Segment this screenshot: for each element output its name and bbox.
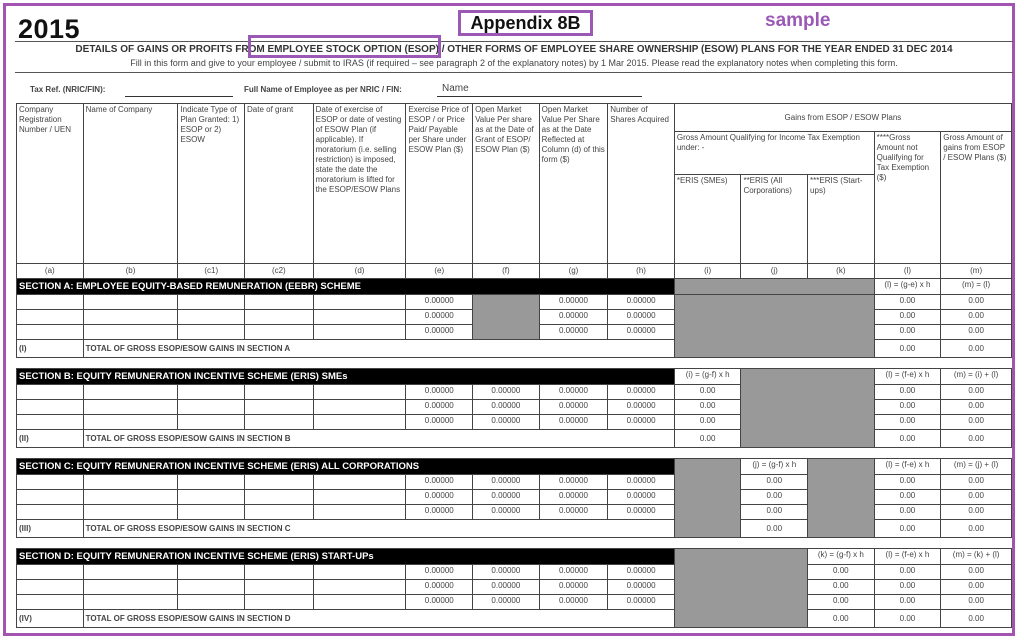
cell-g[interactable]: 0.00000 bbox=[539, 385, 608, 400]
col-label: (a) bbox=[17, 264, 84, 279]
cell-m: 0.00 bbox=[941, 400, 1012, 415]
cell-l: 0.00 bbox=[874, 475, 941, 490]
col-header-d: Date of exercise of ESOP or date of vesting of ESOW Plan (if applicable). If moratorium (i.e. selling restriction) is imposed, state the date the moratorium is lifted for the ESOP/ESOW Plans bbox=[313, 104, 406, 264]
section-d-header bbox=[17, 549, 1012, 565]
cell-j: 0.00 bbox=[741, 475, 808, 490]
table-row bbox=[17, 595, 1012, 610]
cell-d[interactable] bbox=[313, 385, 406, 400]
formula-i: (i) = (g-f) x h bbox=[674, 369, 741, 385]
cell-c1[interactable] bbox=[178, 595, 245, 610]
form-instruction: Fill in this form and give to your employee / submit to IRAS (if required – see paragraph 2 of the explanatory notes) by 1 Mar 2015. Please read the explanatory notes when completing this form. bbox=[130, 58, 898, 68]
formula-l: (l) = (f-e) x h bbox=[874, 549, 941, 565]
form-year: 2015 bbox=[18, 14, 81, 44]
cell-c2[interactable] bbox=[245, 415, 314, 430]
cell-h[interactable]: 0.00000 bbox=[608, 415, 675, 430]
table-row bbox=[17, 565, 1012, 580]
col-label: (c2) bbox=[245, 264, 314, 279]
cell-c2[interactable] bbox=[245, 565, 314, 580]
tax-ref-label: Tax Ref. (NRIC/FIN): bbox=[30, 85, 106, 94]
cell-d[interactable] bbox=[313, 490, 406, 505]
col-label: (d) bbox=[313, 264, 406, 279]
cell-m: 0.00 bbox=[941, 385, 1012, 400]
cell-c1[interactable] bbox=[178, 580, 245, 595]
col-header-h: Number of Shares Acquired bbox=[608, 104, 675, 264]
cell-b[interactable] bbox=[83, 505, 178, 520]
cell-l: 0.00 bbox=[874, 400, 941, 415]
cell-j: 0.00 bbox=[741, 505, 808, 520]
total-roman: (I) bbox=[17, 340, 84, 358]
cell-f[interactable]: 0.00000 bbox=[473, 385, 540, 400]
cell-c2[interactable] bbox=[245, 400, 314, 415]
cell-c2[interactable] bbox=[245, 490, 314, 505]
cell-g[interactable]: 0.00000 bbox=[539, 415, 608, 430]
cell-a[interactable] bbox=[17, 415, 84, 430]
total-roman: (II) bbox=[17, 430, 84, 448]
cell-b[interactable] bbox=[83, 295, 178, 310]
col-label: (g) bbox=[539, 264, 608, 279]
total-m: 0.00 bbox=[941, 610, 1012, 628]
cell-h[interactable]: 0.00000 bbox=[608, 385, 675, 400]
cell-d[interactable] bbox=[313, 295, 406, 310]
cell-h[interactable]: 0.00000 bbox=[608, 475, 675, 490]
appendix-title: Appendix 8B bbox=[458, 10, 593, 36]
cell-k: 0.00 bbox=[808, 595, 875, 610]
total-l: 0.00 bbox=[874, 520, 941, 538]
cell-d[interactable] bbox=[313, 475, 406, 490]
cell-d[interactable] bbox=[313, 325, 406, 340]
cell-i: 0.00 bbox=[674, 385, 741, 400]
cell-b[interactable] bbox=[83, 565, 178, 580]
cell-d[interactable] bbox=[313, 310, 406, 325]
col-label: (h) bbox=[608, 264, 675, 279]
cell-h[interactable]: 0.00000 bbox=[608, 400, 675, 415]
cell-b[interactable] bbox=[83, 415, 178, 430]
total-label: TOTAL OF GROSS ESOP/ESOW GAINS IN SECTION C bbox=[83, 520, 674, 538]
formula-m: (m) = (j) + (l) bbox=[941, 459, 1012, 475]
cell-c1[interactable] bbox=[178, 415, 245, 430]
cell-c1[interactable] bbox=[178, 400, 245, 415]
cell-l: 0.00 bbox=[874, 415, 941, 430]
cell-l: 0.00 bbox=[874, 310, 941, 325]
cell-f[interactable]: 0.00000 bbox=[473, 475, 540, 490]
cell-c2[interactable] bbox=[245, 475, 314, 490]
col-label: (i) bbox=[674, 264, 741, 279]
total-j: 0.00 bbox=[741, 520, 808, 538]
total-l: 0.00 bbox=[874, 430, 941, 448]
total-m: 0.00 bbox=[941, 520, 1012, 538]
cell-a[interactable] bbox=[17, 325, 84, 340]
section-c-header bbox=[17, 459, 1012, 475]
cell-a[interactable] bbox=[17, 385, 84, 400]
gains-group-header: Gains from ESOP / ESOW Plans bbox=[674, 104, 1011, 132]
cell-b[interactable] bbox=[83, 595, 178, 610]
total-label: TOTAL OF GROSS ESOP/ESOW GAINS IN SECTION D bbox=[83, 610, 674, 628]
cell-d[interactable] bbox=[313, 595, 406, 610]
cell-e[interactable]: 0.00000 bbox=[406, 475, 473, 490]
cell-b[interactable] bbox=[83, 580, 178, 595]
cell-l: 0.00 bbox=[874, 490, 941, 505]
form-title: DETAILS OF GAINS OR PROFITS FROM EMPLOYEE STOCK OPTION (ESOP) / OTHER FORMS OF EMPLOYEE SHARE OWNERSHIP (ESOW) PLANS FOR THE YEAR ENDED 31 DEC 2014 bbox=[75, 44, 953, 55]
cell-h[interactable]: 0.00000 bbox=[608, 595, 675, 610]
total-label: TOTAL OF GROSS ESOP/ESOW GAINS IN SECTION B bbox=[83, 430, 674, 448]
cell-c1[interactable] bbox=[178, 325, 245, 340]
cell-e[interactable]: 0.00000 bbox=[406, 385, 473, 400]
formula-m: (m) = (k) + (l) bbox=[941, 549, 1012, 565]
cell-d[interactable] bbox=[313, 505, 406, 520]
section-a-title: SECTION A: EMPLOYEE EQUITY-BASED REMUNERATION (EEBR) SCHEME bbox=[17, 279, 675, 295]
cell-b[interactable] bbox=[83, 385, 178, 400]
cell-c2[interactable] bbox=[245, 580, 314, 595]
cell-m: 0.00 bbox=[941, 310, 1012, 325]
cell-b[interactable] bbox=[83, 490, 178, 505]
tax-ref-field[interactable] bbox=[125, 96, 233, 97]
cell-m: 0.00 bbox=[941, 580, 1012, 595]
cell-e[interactable]: 0.00000 bbox=[406, 415, 473, 430]
cell-g[interactable]: 0.00000 bbox=[539, 565, 608, 580]
cell-g[interactable]: 0.00000 bbox=[539, 580, 608, 595]
cell-a[interactable] bbox=[17, 295, 84, 310]
col-header-a: Company Registration Number / UEN bbox=[17, 104, 84, 264]
cell-b[interactable] bbox=[83, 325, 178, 340]
cell-h[interactable]: 0.00000 bbox=[608, 310, 675, 325]
cell-a[interactable] bbox=[17, 475, 84, 490]
cell-f[interactable]: 0.00000 bbox=[473, 580, 540, 595]
cell-g[interactable]: 0.00000 bbox=[539, 295, 608, 310]
cell-g[interactable]: 0.00000 bbox=[539, 310, 608, 325]
col-header-e: Exercise Price of ESOP / or Price Paid/ Payable per Share under ESOW Plan ($) bbox=[406, 104, 473, 264]
cell-f[interactable]: 0.00000 bbox=[473, 595, 540, 610]
cell-d[interactable] bbox=[313, 565, 406, 580]
col-header-c2: Date of grant bbox=[245, 104, 314, 264]
col-header-f: Open Market Value Per share as at the Date of Grant of ESOP/ ESOW Plan ($) bbox=[473, 104, 540, 264]
formula-k: (k) = (g-f) x h bbox=[808, 549, 875, 565]
section-d-total-row bbox=[17, 610, 1012, 628]
cell-f[interactable]: 0.00000 bbox=[473, 490, 540, 505]
cell-h[interactable]: 0.00000 bbox=[608, 580, 675, 595]
total-l: 0.00 bbox=[874, 610, 941, 628]
col-label: (k) bbox=[808, 264, 875, 279]
cell-m: 0.00 bbox=[941, 325, 1012, 340]
cell-g[interactable]: 0.00000 bbox=[539, 595, 608, 610]
col-label: (e) bbox=[406, 264, 473, 279]
col-header-b: Name of Company bbox=[83, 104, 178, 264]
cell-c1[interactable] bbox=[178, 565, 245, 580]
cell-a[interactable] bbox=[17, 505, 84, 520]
total-roman: (IV) bbox=[17, 610, 84, 628]
cell-a[interactable] bbox=[17, 310, 84, 325]
section-b-header bbox=[17, 369, 1012, 385]
exempt-group-header: Gross Amount Qualifying for Income Tax Exemption under: - bbox=[674, 132, 874, 175]
formula-l: (l) = (f-e) x h bbox=[874, 369, 941, 385]
cell-g[interactable]: 0.00000 bbox=[539, 490, 608, 505]
total-m: 0.00 bbox=[941, 430, 1012, 448]
full-name-underline bbox=[437, 96, 642, 97]
form-title-box bbox=[15, 41, 1013, 73]
table-row bbox=[17, 295, 1012, 310]
cell-e[interactable]: 0.00000 bbox=[406, 565, 473, 580]
cell-f[interactable]: 0.00000 bbox=[473, 415, 540, 430]
cell-i: 0.00 bbox=[674, 415, 741, 430]
total-m: 0.00 bbox=[941, 340, 1012, 358]
cell-c1[interactable] bbox=[178, 385, 245, 400]
cell-f[interactable]: 0.00000 bbox=[473, 400, 540, 415]
cell-e[interactable]: 0.00000 bbox=[406, 310, 473, 325]
cell-b[interactable] bbox=[83, 310, 178, 325]
col-label: (b) bbox=[83, 264, 178, 279]
cell-l: 0.00 bbox=[874, 595, 941, 610]
cell-b[interactable] bbox=[83, 400, 178, 415]
col-header-l: ****Gross Amount not Qualifying for Tax Exemption ($) bbox=[874, 132, 941, 264]
cell-c2[interactable] bbox=[245, 385, 314, 400]
cell-l: 0.00 bbox=[874, 565, 941, 580]
cell-c2[interactable] bbox=[245, 595, 314, 610]
cell-h[interactable]: 0.00000 bbox=[608, 565, 675, 580]
col-header-c1: Indicate Type of Plan Granted: 1) ESOP or 2) ESOW bbox=[178, 104, 245, 264]
cell-c1[interactable] bbox=[178, 310, 245, 325]
cell-c1[interactable] bbox=[178, 295, 245, 310]
cell-a[interactable] bbox=[17, 400, 84, 415]
cell-c2[interactable] bbox=[245, 325, 314, 340]
section-a-header bbox=[17, 279, 1012, 295]
col-label: (j) bbox=[741, 264, 808, 279]
cell-l: 0.00 bbox=[874, 580, 941, 595]
cell-k: 0.00 bbox=[808, 580, 875, 595]
cell-c2[interactable] bbox=[245, 295, 314, 310]
cell-l: 0.00 bbox=[874, 385, 941, 400]
total-l: 0.00 bbox=[874, 340, 941, 358]
cell-m: 0.00 bbox=[941, 295, 1012, 310]
cell-j: 0.00 bbox=[741, 490, 808, 505]
cell-c2[interactable] bbox=[245, 505, 314, 520]
table-row bbox=[17, 580, 1012, 595]
cell-c1[interactable] bbox=[178, 490, 245, 505]
cell-d[interactable] bbox=[313, 400, 406, 415]
esop-table bbox=[16, 103, 1012, 628]
cell-e[interactable]: 0.00000 bbox=[406, 295, 473, 310]
cell-c2[interactable] bbox=[245, 310, 314, 325]
col-header-m: Gross Amount of gains from ESOP / ESOW Plans ($) bbox=[941, 132, 1012, 264]
cell-e[interactable]: 0.00000 bbox=[406, 595, 473, 610]
cell-f[interactable]: 0.00000 bbox=[473, 505, 540, 520]
cell-a[interactable] bbox=[17, 595, 84, 610]
formula-m: (m) = (i) + (l) bbox=[941, 369, 1012, 385]
section-c-title: SECTION C: EQUITY REMUNERATION INCENTIVE SCHEME (ERIS) ALL CORPORATIONS bbox=[17, 459, 675, 475]
sample-watermark: sample bbox=[765, 10, 831, 31]
cell-l: 0.00 bbox=[874, 295, 941, 310]
cell-e[interactable]: 0.00000 bbox=[406, 325, 473, 340]
formula-l: (l) = (f-e) x h bbox=[874, 459, 941, 475]
col-label: (l) bbox=[874, 264, 941, 279]
cell-g[interactable]: 0.00000 bbox=[539, 400, 608, 415]
full-name-field[interactable]: Name bbox=[442, 83, 469, 94]
total-label: TOTAL OF GROSS ESOP/ESOW GAINS IN SECTION A bbox=[83, 340, 674, 358]
cell-m: 0.00 bbox=[941, 595, 1012, 610]
cell-b[interactable] bbox=[83, 475, 178, 490]
cell-f[interactable]: 0.00000 bbox=[473, 565, 540, 580]
cell-h[interactable]: 0.00000 bbox=[608, 505, 675, 520]
cell-d[interactable] bbox=[313, 415, 406, 430]
total-roman: (III) bbox=[17, 520, 84, 538]
cell-a[interactable] bbox=[17, 580, 84, 595]
cell-e[interactable]: 0.00000 bbox=[406, 490, 473, 505]
col-header-k: ***ERIS (Start-ups) bbox=[808, 175, 875, 264]
cell-e[interactable]: 0.00000 bbox=[406, 505, 473, 520]
formula-l: (l) = (g-e) x h bbox=[874, 279, 941, 295]
column-label-row bbox=[17, 264, 1012, 279]
cell-i: 0.00 bbox=[674, 400, 741, 415]
cell-d[interactable] bbox=[313, 580, 406, 595]
total-k: 0.00 bbox=[808, 610, 875, 628]
col-label: (c1) bbox=[178, 264, 245, 279]
cell-l: 0.00 bbox=[874, 505, 941, 520]
cell-e[interactable]: 0.00000 bbox=[406, 580, 473, 595]
col-label: (f) bbox=[473, 264, 540, 279]
cell-c1[interactable] bbox=[178, 505, 245, 520]
section-d-title: SECTION D: EQUITY REMUNERATION INCENTIVE SCHEME (ERIS) START-UPs bbox=[17, 549, 675, 565]
section-b-title: SECTION B: EQUITY REMUNERATION INCENTIVE SCHEME (ERIS) SMEs bbox=[17, 369, 675, 385]
cell-h[interactable]: 0.00000 bbox=[608, 490, 675, 505]
cell-m: 0.00 bbox=[941, 475, 1012, 490]
full-name-label: Full Name of Employee as per NRIC / FIN: bbox=[244, 85, 402, 94]
cell-l: 0.00 bbox=[874, 325, 941, 340]
cell-h[interactable]: 0.00000 bbox=[608, 295, 675, 310]
cell-m: 0.00 bbox=[941, 565, 1012, 580]
col-header-j: **ERIS (All Corporations) bbox=[741, 175, 808, 264]
cell-e[interactable]: 0.00000 bbox=[406, 400, 473, 415]
cell-h[interactable]: 0.00000 bbox=[608, 325, 675, 340]
cell-a[interactable] bbox=[17, 565, 84, 580]
total-i: 0.00 bbox=[674, 430, 741, 448]
col-label: (m) bbox=[941, 264, 1012, 279]
col-header-g: Open Market Value Per Share as at the Date Reflected at Column (d) of this form ($) bbox=[539, 104, 608, 264]
cell-g[interactable]: 0.00000 bbox=[539, 505, 608, 520]
cell-k: 0.00 bbox=[808, 565, 875, 580]
cell-g[interactable]: 0.00000 bbox=[539, 475, 608, 490]
col-header-i: *ERIS (SMEs) bbox=[674, 175, 741, 264]
cell-c1[interactable] bbox=[178, 475, 245, 490]
cell-m: 0.00 bbox=[941, 505, 1012, 520]
formula-m: (m) = (l) bbox=[941, 279, 1012, 295]
cell-m: 0.00 bbox=[941, 415, 1012, 430]
cell-g[interactable]: 0.00000 bbox=[539, 325, 608, 340]
esop-highlight-box bbox=[248, 35, 441, 58]
header-row bbox=[17, 104, 1012, 132]
cell-m: 0.00 bbox=[941, 490, 1012, 505]
formula-j: (j) = (g-f) x h bbox=[741, 459, 808, 475]
cell-a[interactable] bbox=[17, 490, 84, 505]
